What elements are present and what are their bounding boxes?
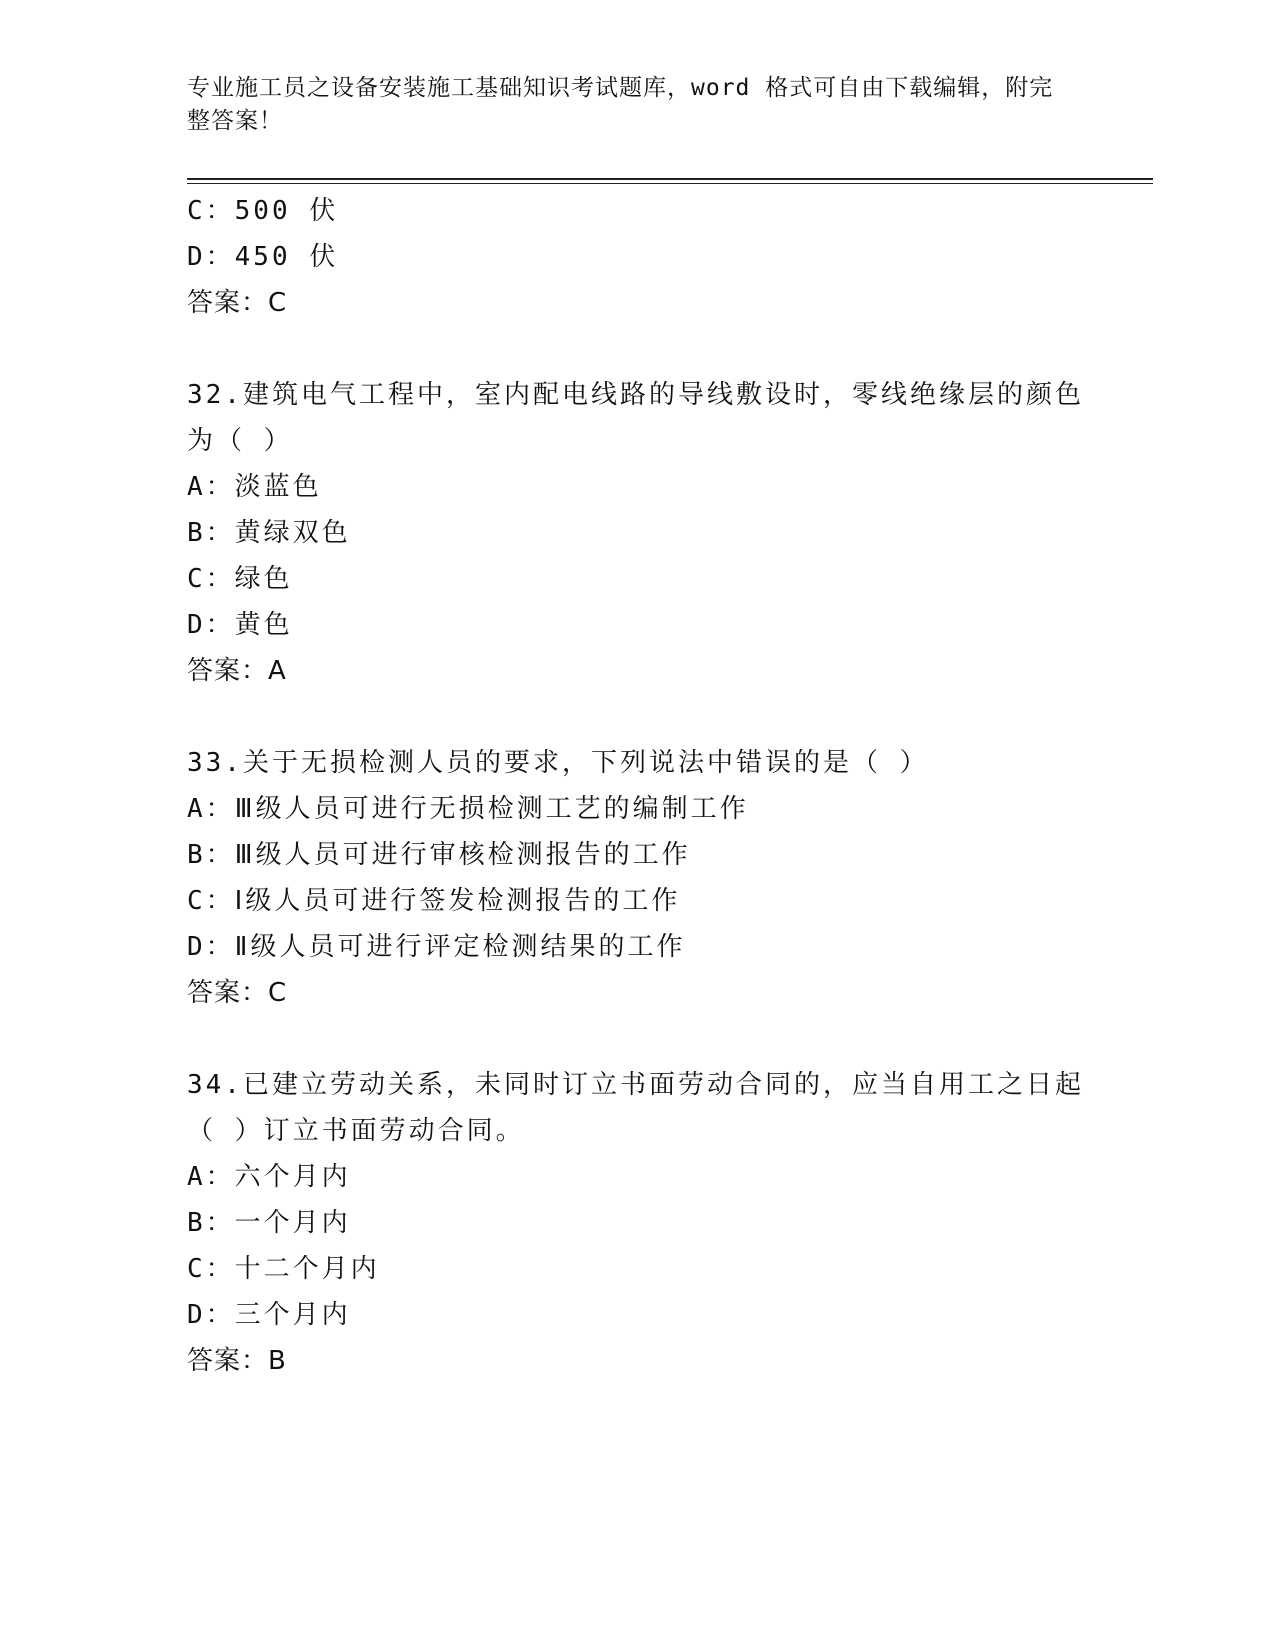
question-stem: 33.关于无损检测人员的要求，下列说法中错误的是（ ） bbox=[187, 748, 929, 778]
answer-line: 答案：B bbox=[187, 1346, 287, 1376]
option-c: C：绿色 bbox=[187, 564, 293, 594]
question-stem: 34.已建立劳动关系，未同时订立书面劳动合同的，应当自用工之日起 bbox=[187, 1070, 1084, 1100]
option-b: B：一个月内 bbox=[187, 1208, 351, 1238]
header-rule-thin bbox=[187, 183, 1153, 184]
answer-line: 答案：C bbox=[187, 978, 288, 1008]
option-c: C：十二个月内 bbox=[187, 1254, 380, 1284]
option-a: A：六个月内 bbox=[187, 1162, 351, 1192]
question-32 bbox=[187, 372, 1087, 694]
question-33 bbox=[187, 740, 1087, 1016]
option-a: A：淡蓝色 bbox=[187, 472, 322, 502]
answer-line: 答案：A bbox=[187, 656, 287, 686]
option-b: B：黄绿双色 bbox=[187, 518, 351, 548]
spacer bbox=[187, 694, 1087, 740]
option-a: A：Ⅲ级人员可进行无损检测工艺的编制工作 bbox=[187, 794, 749, 824]
option-d: D：450 伏 bbox=[187, 242, 339, 272]
option-c: C：500 伏 bbox=[187, 196, 339, 226]
question-34 bbox=[187, 1062, 1087, 1384]
option-c: C：Ⅰ级人员可进行签发检测报告的工作 bbox=[187, 886, 681, 916]
spacer bbox=[187, 1016, 1087, 1062]
question-stem: 32.建筑电气工程中，室内配电线路的导线敷设时，零线绝缘层的颜色 bbox=[187, 380, 1084, 410]
question-stem-continued: （ ）订立书面劳动合同。 bbox=[187, 1116, 525, 1146]
spacer bbox=[187, 326, 1087, 372]
question-stem-continued: 为（ ） bbox=[187, 426, 293, 456]
document-header: 专业施工员之设备安装施工基础知识考试题库，word 格式可自由下载编辑，附完整答案！ bbox=[187, 75, 1054, 134]
option-d: D：Ⅱ级人员可进行评定检测结果的工作 bbox=[187, 932, 686, 962]
option-d: D：三个月内 bbox=[187, 1300, 351, 1330]
question-content bbox=[187, 188, 1087, 1384]
option-b: B：Ⅲ级人员可进行审核检测报告的工作 bbox=[187, 840, 691, 870]
option-d: D：黄色 bbox=[187, 610, 293, 640]
answer-line: 答案：C bbox=[187, 288, 288, 318]
header-rule-thick bbox=[187, 178, 1153, 180]
